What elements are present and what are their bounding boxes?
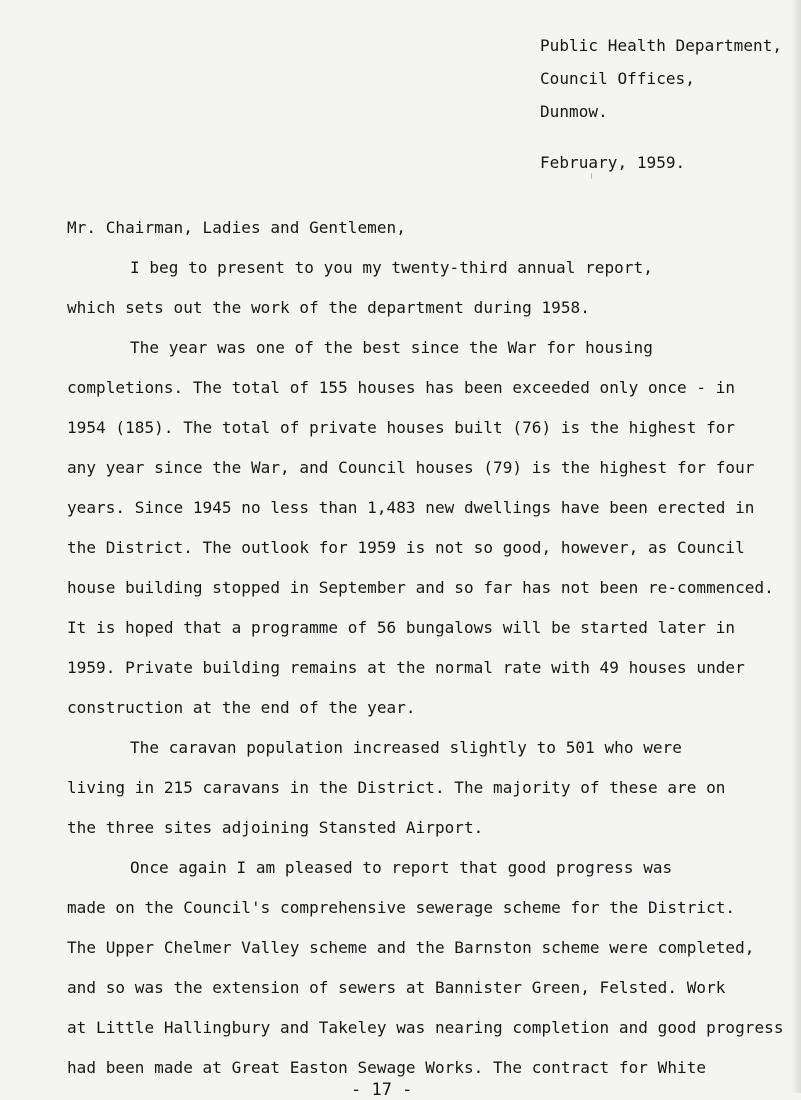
body-line-11: 1959. Private building remains at the normal rate with 49 houses under — [67, 658, 745, 677]
address-line-department: Public Health Department, — [540, 36, 783, 55]
body-line-21-hidden: had been made at Great Easton Sewage Works. The contract for White — [67, 1058, 707, 1077]
report-date: February, 1959. — [540, 153, 686, 172]
body-line-15: the three sites adjoining Stansted Airport. — [67, 818, 484, 837]
body-line-8: the District. The outlook for 1959 is not so good, however, as Council — [67, 538, 745, 557]
body-line-16: Once again I am pleased to report that good progress was — [130, 858, 673, 877]
body-line-13: The caravan population increased slightly to 501 who were — [130, 738, 682, 757]
body-line-14: living in 215 caravans in the District. The majority of these are on — [67, 778, 726, 797]
salutation: Mr. Chairman, Ladies and Gentlemen, — [67, 218, 406, 237]
body-line-6: any year since the War, and Council houses (79) is the highest for four — [67, 458, 755, 477]
body-line-17: made on the Council's comprehensive sewerage scheme for the District. — [67, 898, 736, 917]
body-line-20: at Little Hallingbury and Takeley was nearing completion and good progress — [67, 1018, 784, 1037]
body-line-18: The Upper Chelmer Valley scheme and the Barnston scheme were completed, — [67, 938, 755, 957]
page-number: - 17 - — [351, 1080, 413, 1100]
body-line-10: It is hoped that a programme of 56 bungalows will be started later in — [67, 618, 736, 637]
body-line-9: house building stopped in September and so far has not been re-commenced. — [67, 578, 774, 597]
body-line-12: construction at the end of the year. — [67, 698, 416, 717]
address-line-town: Dunmow. — [540, 102, 608, 121]
body-line-19: and so was the extension of sewers at Bannister Green, Felsted. Work — [67, 978, 726, 997]
body-line-5: 1954 (185). The total of private houses built (76) is the highest for — [67, 418, 736, 437]
scan-mark — [591, 173, 592, 179]
body-line-1: I beg to present to you my twenty-third annual report, — [130, 258, 653, 277]
body-line-3: The year was one of the best since the War for housing — [130, 338, 653, 357]
body-line-4: completions. The total of 155 houses has been exceeded only once - in — [67, 378, 736, 397]
body-line-7: years. Since 1945 no less than 1,483 new dwellings have been erected in — [67, 498, 755, 517]
page-edge-shadow — [791, 0, 801, 1093]
body-line-2: which sets out the work of the department during 1958. — [67, 298, 590, 317]
address-line-offices: Council Offices, — [540, 69, 695, 88]
